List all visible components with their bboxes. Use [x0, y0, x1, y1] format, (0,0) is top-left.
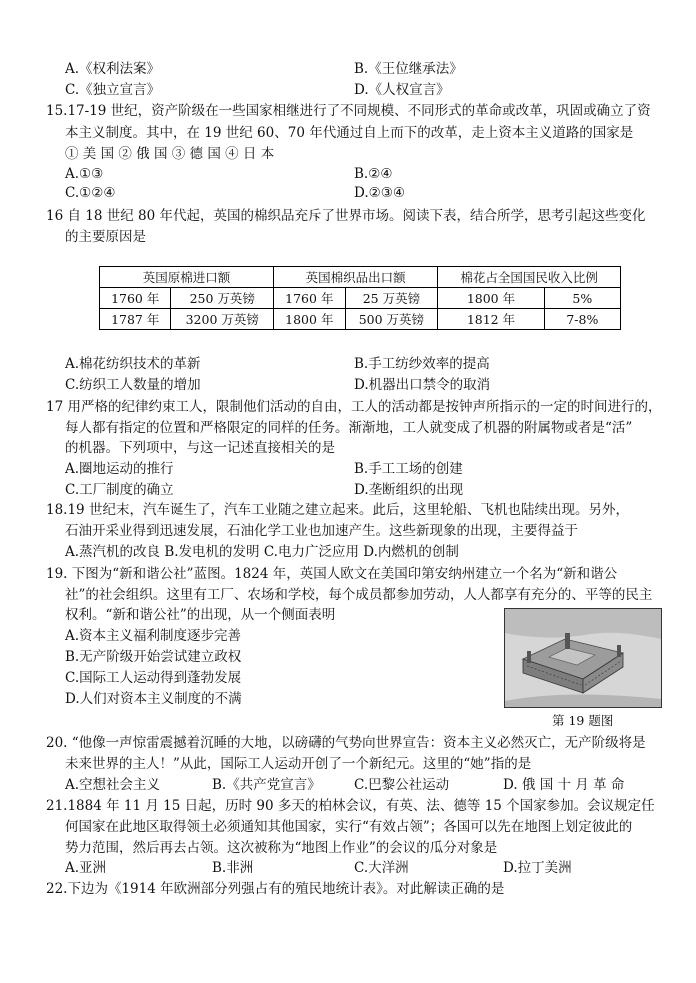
q16-option-d: D.机器出口禁令的取消 — [354, 377, 491, 393]
q17-option-b: B.手工工场的创建 — [354, 461, 463, 477]
q17-option-d: D.垄断组织的出现 — [354, 482, 464, 498]
q21-option-c: C.大洋洲 — [354, 860, 409, 876]
q16-stem-line1: 16 自 18 世纪 80 年代起，英国的棉织品充斥了世界市场。阅读下表，结合所学，思考引起这些变化 — [46, 208, 646, 224]
q21-option-a: A.亚洲 — [65, 860, 107, 876]
table-cell: 1800 年 — [274, 309, 345, 330]
q22-stem-line1: 22.下边为《1914 年欧洲部分列强占有的殖民地统计表》。对此解读正确的是 — [46, 881, 505, 897]
q17-option-a: A.圈地运动的推行 — [65, 461, 174, 477]
q19-stem-line3: 权利。“新和谐公社”的出现，从一个侧面表明 — [65, 607, 336, 623]
q18-stem-line2: 石油开采业得到迅速发展，石油化学工业也加速产生。这些新现象的出现，主要得益于 — [65, 523, 578, 539]
table-cell: 3200 万英镑 — [171, 309, 274, 330]
q15-stem-line3: ① 美 国 ② 俄 国 ③ 德 国 ④ 日 本 — [65, 146, 275, 162]
table-cell: 500 万英镑 — [345, 309, 438, 330]
q15-option-a: A.①③ — [65, 166, 104, 182]
q19-option-a: A.资本主义福利制度逐步完善 — [65, 628, 242, 644]
q17-stem-line2: 每人都有指定的位置和严格限定的同样的任务。渐渐地，工人就变成了机器的附属物或者是“活” — [65, 420, 633, 436]
table-cell: 7-8% — [544, 309, 620, 330]
new-harmony-blueprint-image — [504, 608, 662, 708]
q16-option-c: C.纺织工人数量的增加 — [65, 377, 201, 393]
q21-stem-line3: 势力范围，然后再去占领。这次被称为“地图上作业”的会议的瓜分对象是 — [65, 840, 498, 856]
q19-option-c: C.国际工人运动得到蓬勃发展 — [65, 670, 242, 686]
q21-option-d: D.拉丁美洲 — [503, 860, 572, 876]
q20-option-b: B.《共产党宣言》 — [212, 777, 321, 793]
q20-option-c: C.巴黎公社运动 — [354, 777, 450, 793]
q20-option-d: D. 俄 国 十 月 革 命 — [503, 777, 625, 793]
q21-stem-line1: 21.1884 年 11 月 15 日起，历时 90 多天的柏林会议，有英、法、德等 15 个国家参加。会议规定任 — [46, 798, 655, 814]
q20-stem-line1: 20. “他像一声惊雷震撼着沉睡的大地，以磅礴的气势向世界宣告：资本主义必然灭亡，无产阶级将是 — [46, 735, 646, 751]
table-cell: 1812 年 — [438, 309, 544, 330]
q16-stem-line2: 的主要原因是 — [65, 229, 146, 245]
q14-option-a: A.《权利法案》 — [65, 61, 161, 77]
blueprint-illustration — [505, 609, 661, 707]
table-header-cell: 棉花占全国国民收入比例 — [438, 267, 621, 288]
q17-option-c: C.工厂制度的确立 — [65, 482, 174, 498]
q19-figure-caption: 第 19 题图 — [552, 713, 614, 728]
q19-option-b: B.无产阶级开始尝试建立政权 — [65, 649, 242, 665]
table-cell: 1787 年 — [100, 309, 171, 330]
table-cell: 1760 年 — [100, 288, 171, 309]
q18-options: A.蒸汽机的改良 B.发电机的发明 C.电力广泛应用 D.内燃机的创制 — [65, 544, 459, 560]
q18-stem-line1: 18.19 世纪末，汽车诞生了，汽车工业随之建立起来。此后，这里轮船、飞机也陆续出现。另外， — [46, 502, 629, 518]
q19-stem-line1: 19. 下图为“新和谐公社”蓝图。1824 年，英国人欧文在美国印第安纳州建立一个名为“新和谐公 — [46, 566, 618, 582]
q14-option-b: B.《王位继承法》 — [354, 61, 463, 77]
table-header-cell: 英国棉织品出口额 — [274, 267, 438, 288]
q21-stem-line2: 何国家在此地区取得领土必须通知其他国家，实行“有效占领”；各国可以先在地图上划定彼此的 — [65, 819, 633, 835]
table-header-cell: 英国原棉进口额 — [100, 267, 274, 288]
q15-option-b: B.②④ — [354, 166, 393, 182]
q15-option-d: D.②③④ — [354, 185, 405, 201]
q15-option-c: C.①②④ — [65, 185, 116, 201]
table-cell: 1800 年 — [438, 288, 544, 309]
q14-option-c: C.《独立宣言》 — [65, 82, 161, 98]
q21-option-b: B.非洲 — [212, 860, 254, 876]
table-header-row — [100, 267, 621, 288]
q16-option-a: A.棉花纺织技术的革新 — [65, 356, 201, 372]
table-cell: 1760 年 — [274, 288, 345, 309]
q16-data-table — [99, 266, 621, 330]
table-cell: 5% — [544, 288, 620, 309]
q15-stem-line1: 15.17-19 世纪，资产阶级在一些国家相继进行了不同规模、不同形式的革命或改革，巩固或确立了资 — [46, 103, 651, 119]
table-cell: 25 万英镑 — [345, 288, 438, 309]
q14-option-d: D.《人权宣言》 — [354, 82, 450, 98]
q19-stem-line2: 社”的社会组织。这里有工厂、农场和学校，每个成员都参加劳动，人人都享有充分的、平等的民主 — [65, 587, 653, 603]
q19-option-d: D.人们对资本主义制度的不满 — [65, 691, 242, 707]
q17-stem-line1: 17 用严格的纪律约束工人，限制他们活动的自由，工人的活动都是按钟声所指示的一定的时间进行的， — [46, 399, 662, 415]
q20-stem-line2: 未来世界的主人！”从此，国际工人运动开创了一个新纪元。这里的“她”指的是 — [65, 756, 532, 772]
q15-stem-line2: 本主义制度。其中，在 19 世纪 60、70 年代通过自上而下的改革，走上资本主义道路的国家是 — [65, 125, 634, 141]
table-row — [100, 309, 621, 330]
q16-option-b: B.手工纺纱效率的提高 — [354, 356, 490, 372]
q20-option-a: A.空想社会主义 — [65, 777, 161, 793]
table-cell: 250 万英镑 — [171, 288, 274, 309]
q17-stem-line3: 的机器。下列项中，与这一记述直接相关的是 — [65, 440, 335, 456]
table-row — [100, 288, 621, 309]
